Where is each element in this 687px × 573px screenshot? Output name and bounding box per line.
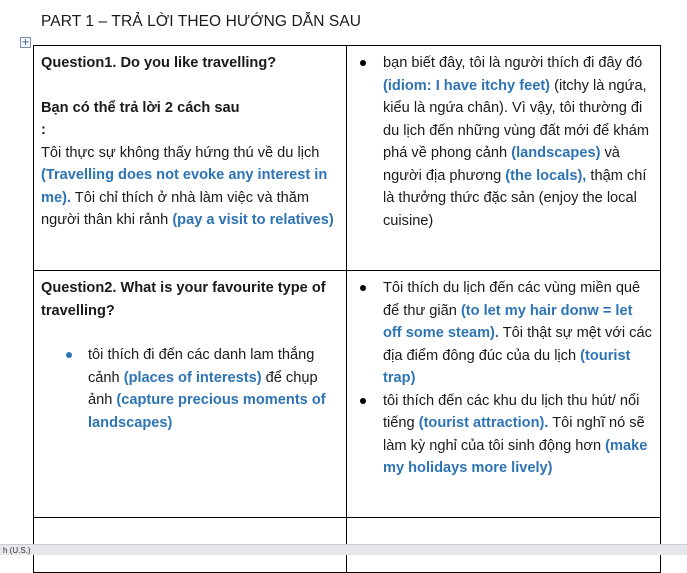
bullet-list [354,277,654,480]
page-title: PART 1 – TRẢ LỜI THEO HƯỚNG DẪN SAU [41,13,362,30]
table-move-handle-icon[interactable]: + [21,37,30,48]
highlight-phrase: (Travelling does not evoke any interest in me). [41,167,328,206]
answer1-cell[interactable] [347,46,661,271]
language-status[interactable]: h (U.S.) [3,546,31,555]
highlight-phrase: (idiom: I have itchy feet) [383,77,551,94]
answer-negative: Tôi thực sự không thấy hứng thú về du lịch (Travelling does not evoke any interest in me). Tôi chỉ thích ở nhà làm việc và thăm người thân khi rảnh (pay a visit to relatives) [41,144,334,228]
highlight-phrase: (tourist trap) [383,347,631,386]
answer-ways-subheading: Bạn có thể trả lời 2 cách sau [41,99,240,116]
question1-heading: Question1. Do you like travelling? [41,55,277,71]
list-item: Tôi thích du lịch đến các vùng miền quê để thư giãn (to let my hair donw = let off some steam). Tôi thật sự mệt với các địa điểm đông đúc của du lịch (tourist trap) [354,277,654,390]
list-item: bạn biết đây, tôi là người thích đi đây đó (idiom: I have itchy feet) (itchy là ngứa, kiểu là ngứa chân). Vì vậy, tôi thường đi du lịch đến những vùng đất mới để khám phá về phong cảnh (landscapes) và người địa phương (the locals), thậm chí là thưởng thức đặc sản (enjoy the local cuisine) [354,52,654,232]
highlight-phrase: (the locals), [505,167,587,184]
highlight-phrase: (landscapes) [511,145,601,161]
highlight-phrase: (tourist attraction). [418,415,549,431]
highlight-phrase: (capture precious moments of landscapes) [88,392,326,431]
question2-cell[interactable] [34,271,347,518]
highlight-phrase: (make my holidays more lively) [383,437,648,476]
question2-heading: Question2. What is your favourite type of travelling? [41,280,326,319]
list-item: tôi thích đến các khu du lịch thu hút/ nổi tiếng (tourist attraction). Tôi nghĩ nó sẽ làm kỳ nghỉ của tôi sinh động hơn (make my holidays more lively) [354,390,654,480]
bullet-list [41,344,340,434]
table-row [34,46,661,271]
subheading-colon: : [41,122,46,138]
highlight-phrase: (pay a visit to relatives) [172,212,334,228]
table-row [34,271,661,518]
status-bar [0,544,687,555]
highlight-phrase: (to let my hair donw = let off some steam). [383,302,633,341]
list-item: tôi thích đi đến các danh lam thắng cảnh (places of interests) để chụp ảnh (capture precious moments of landscapes) [41,344,340,434]
question1-cell[interactable] [34,46,347,271]
qa-table [33,45,661,573]
bullet-list [354,52,654,232]
highlight-phrase: (places of interests) [123,369,262,386]
answer2-cell[interactable] [347,271,661,518]
